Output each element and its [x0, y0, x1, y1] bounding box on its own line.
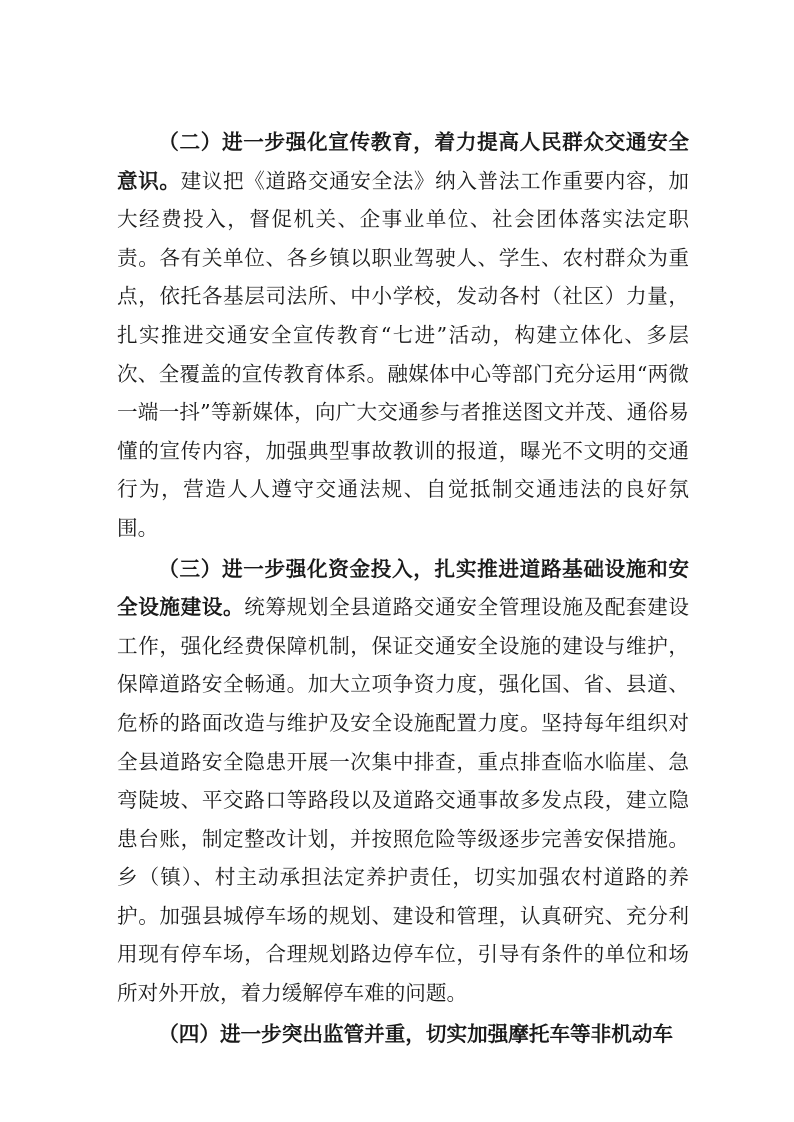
- document-page: [117, 123, 689, 1053]
- section-heading-4: （四）进一步突出监管并重，切实加强摩托车等非机动车: [158, 1021, 674, 1046]
- section-heading-3: （三）进一步强化资金投入，扎实推进道路基础设施和安全设施建设。: [117, 556, 689, 620]
- section-paragraph-3: [117, 550, 689, 1013]
- section-body-3: 统筹规划全县道路交通安全管理设施及配套建设工作，强化经费保障机制，保证交通安全设施的建设与维护，保障道路安全畅通。加大立项争资力度，强化国、省、县道、危桥的路面改造与维护及安全设施配置力度。坚持每年组织对全县道路安全隐患开展一次集中排查，重点排查临水临崖、急弯陡坡、平交路口等路段以及道路交通事故多发点段，建立隐患台账，制定整改计划，并按照危险等级逐步完善安保措施。乡（镇）、村主动承担法定养护责任，切实加强农村道路的养护。加强县城停车场的规划、建设和管理，认真研究、充分利用现有停车场，合理规划路边停车位，引导有条件的单位和场所对外开放，着力缓解停车难的问题。: [117, 595, 690, 1006]
- section-heading-2: （二）进一步强化宣传教育，着力提高人民群众交通安全意识。: [117, 130, 689, 193]
- section-body-2: 建议把《道路交通安全法》纳入普法工作重要内容，加大经费投入，督促机关、企事业单位、社会团体落实法定职责。各有关单位、各乡镇以职业驾驶人、学生、农村群众为重点，依托各基层司法所、中小学校，发动各村（社区）力量，扎实推进交通安全宣传教育“七进”活动，构建立体化、多层次、全覆盖的宣传教育体系。融媒体中心等部门充分运用“两微一端一抖”等新媒体，向广大交通参与者推送图文并茂、通俗易懂的宣传内容，加强典型事故教训的报道，曝光不文明的交通行为，营造人人遵守交通法规、自觉抵制交通违法的良好氛围。: [117, 168, 689, 540]
- section-paragraph-2: [117, 123, 689, 548]
- section-paragraph-4: [117, 1015, 689, 1054]
